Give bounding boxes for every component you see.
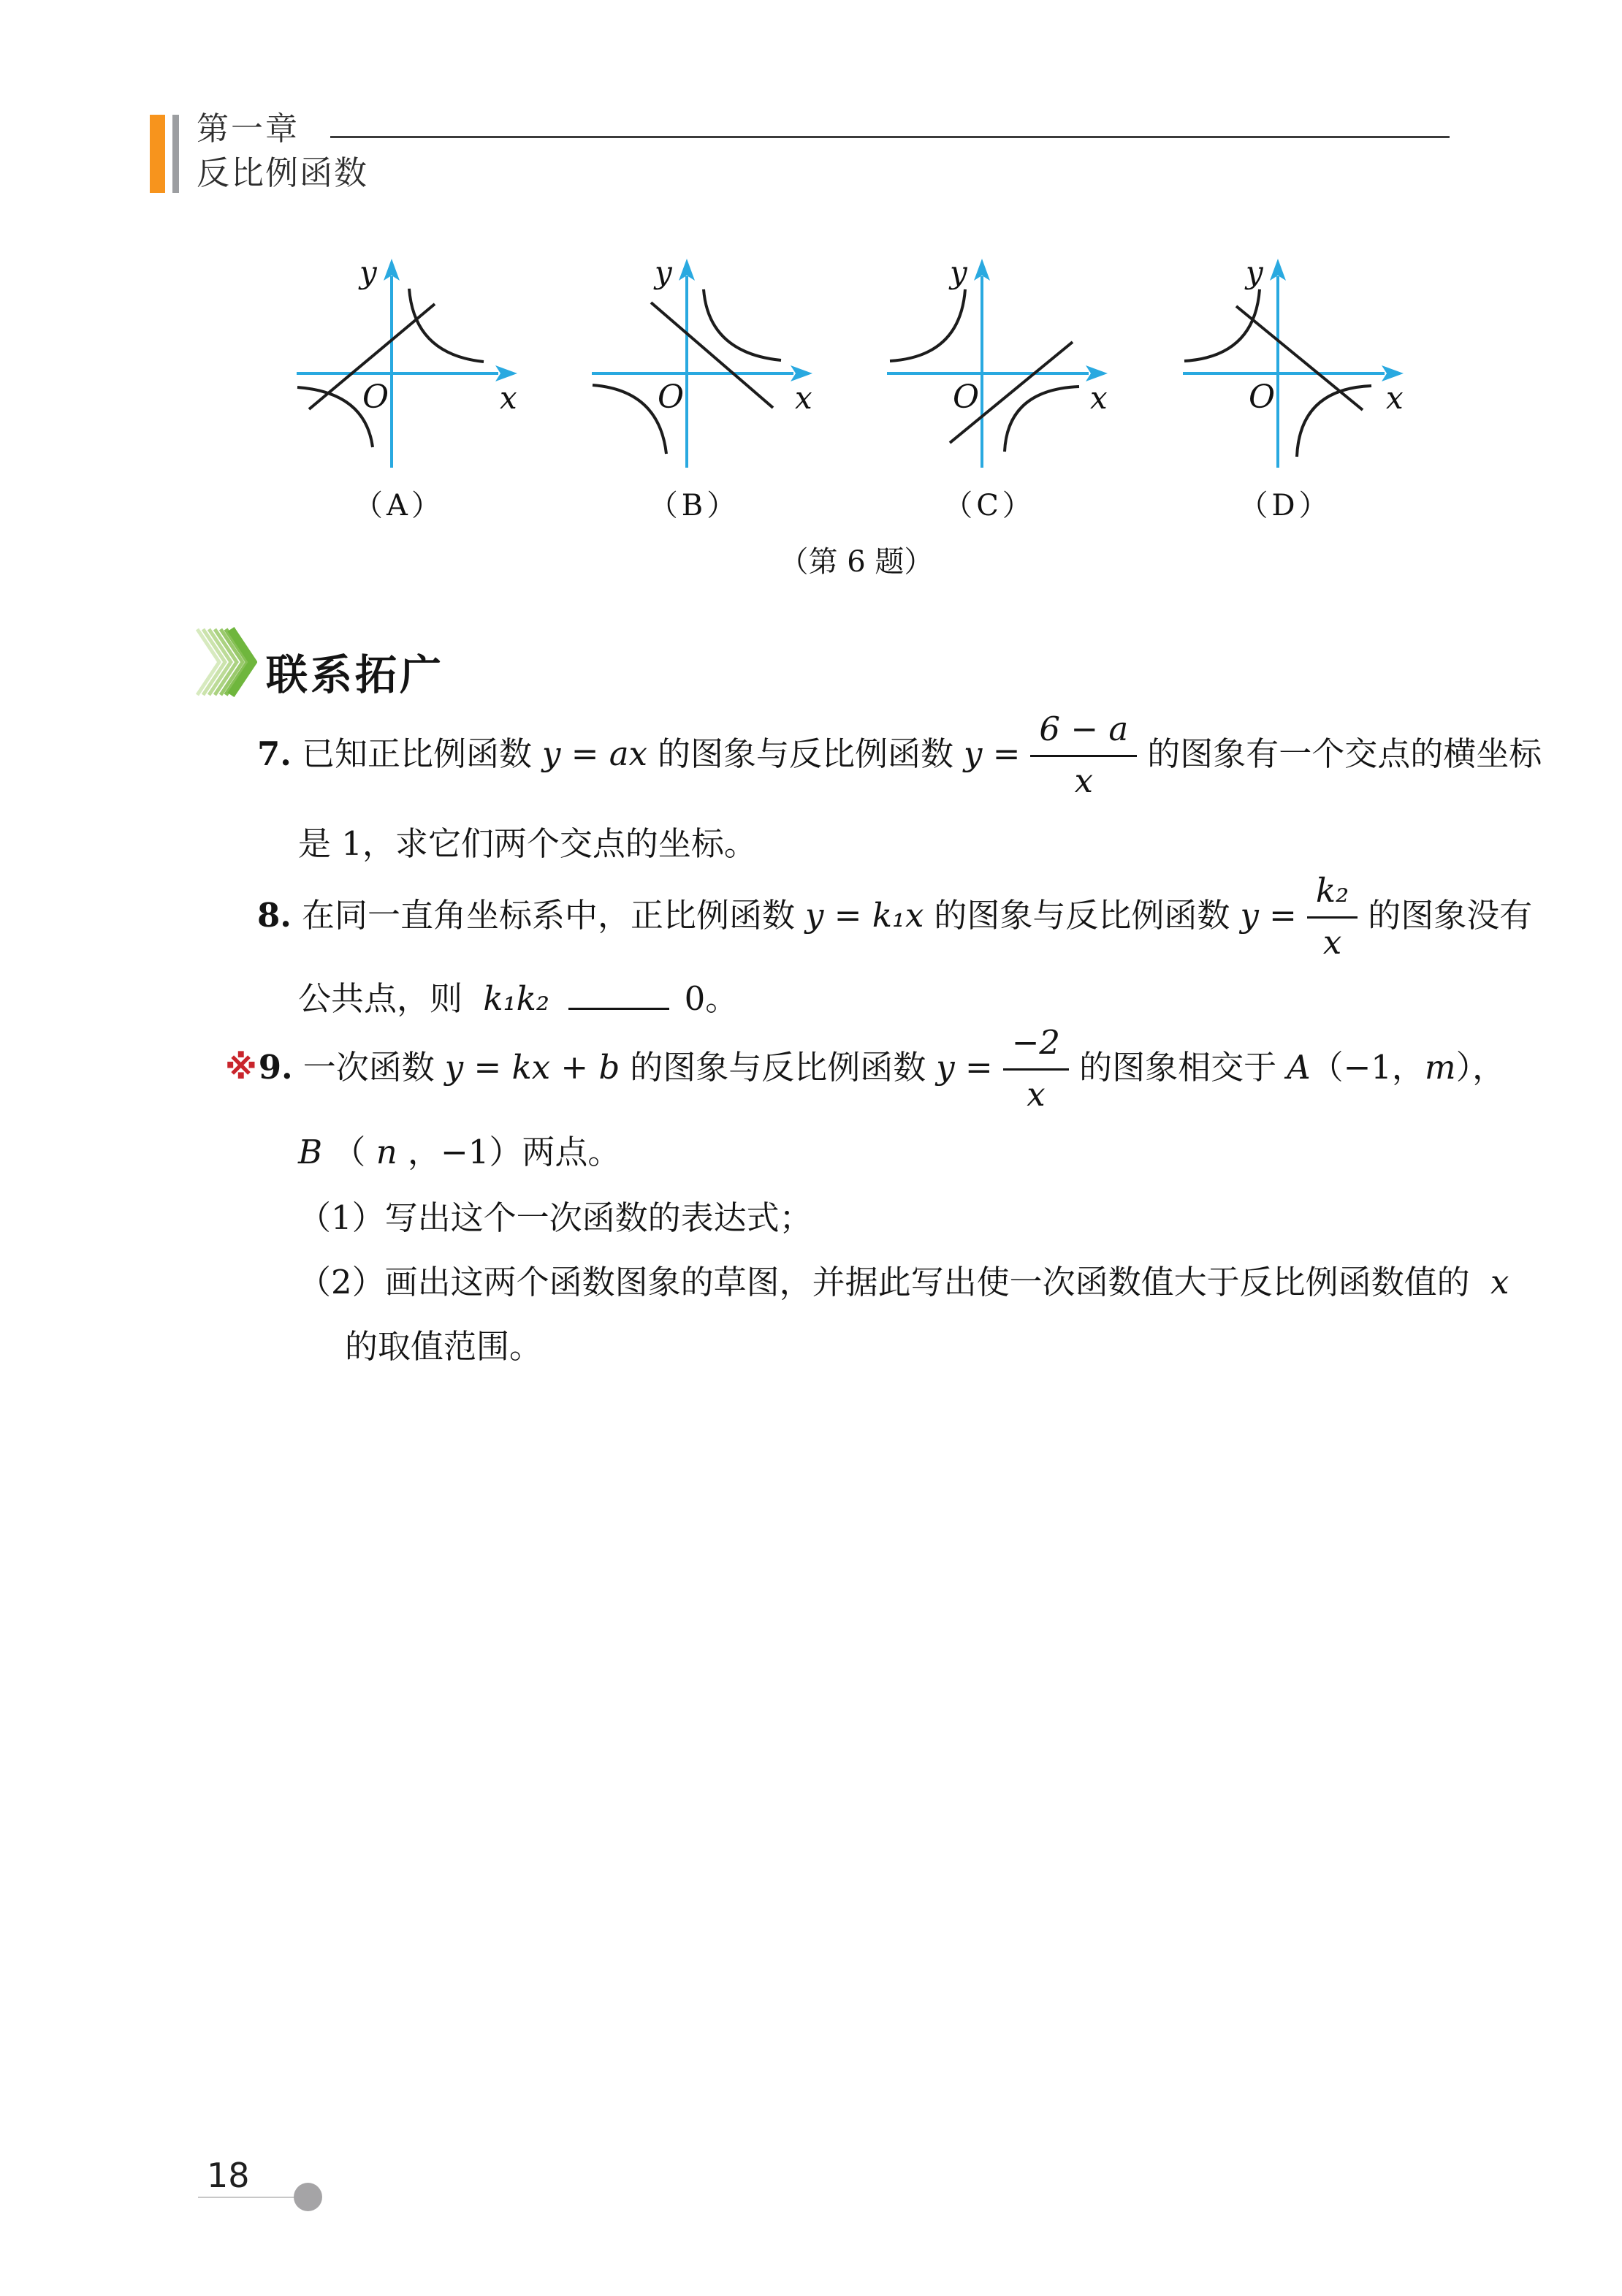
problem-9-subquestion-2 [298,1263,1509,1301]
y-axis-label: y [359,254,377,290]
header-divider-line [330,136,1450,138]
problem-7-text-2: 的图象与反比例函数 [657,734,953,774]
hyperbola-branch-q3 [593,385,666,454]
origin-label: O [953,379,980,416]
problem-9-number: 9. [258,1048,293,1087]
problem-8-number: 8. [257,896,292,935]
problem-9-point-b: B [298,1133,323,1171]
problem-9-text-3: 的图象相交于 [1079,1048,1277,1087]
problem-7-fraction [1030,708,1137,799]
problem-8-line2-math: k₁k₂ [483,979,549,1018]
graph-option-d [1105,241,1405,520]
problem-9-var-m: m [1424,1048,1456,1087]
problem-9-text-4: （−1， [1310,1048,1425,1087]
origin-label: O [1249,379,1276,416]
y-axis-label: y [655,254,672,290]
problem-8-math-2: y = [1240,896,1297,935]
problem-8-text-1: 在同一直角坐标系中，正比例函数 [301,896,795,935]
x-axis-label: x [500,380,517,416]
footer-dot [294,2183,322,2211]
y-axis-label: y [1246,254,1263,290]
problem-7-text-1: 已知正比例函数 [301,734,532,774]
chapter-accent-bar-orange [150,115,165,193]
chapter-accent-bar-gray [172,115,179,193]
problem-8-fraction [1307,870,1358,961]
problem-8-line-1 [257,867,1532,965]
fraction-numerator: −2 [1003,1022,1069,1070]
x-axis-label: x [1386,380,1404,416]
option-label-a: （A） [354,489,444,522]
fraction-denominator: x [1027,1074,1046,1114]
problem-7-math-1: y = ax [542,734,647,774]
fraction-numerator: k₂ [1307,870,1358,918]
hyperbola-branch-q3 [297,387,373,447]
problem-9-line2-paren: （ [332,1133,366,1171]
hyperbola-branch-q1 [704,289,781,360]
fill-in-blank-line [568,1003,669,1010]
problem-9-sub2-text: （2）画出这两个函数图象的草图，并据此写出使一次函数值大于反比例函数值的 [298,1263,1470,1301]
fraction-denominator: x [1074,761,1093,800]
problem-7-text-3: 的图象有一个交点的横坐标 [1147,734,1542,774]
problem-9-text-2: 的图象与反比例函数 [630,1048,926,1087]
y-axis-label: y [950,254,967,290]
problem-9-line2-end: ，−1）两点。 [408,1133,621,1171]
chapter-title: 反比例函数 [197,153,369,192]
hyperbola-branch-q2 [1184,289,1260,361]
problem-9-subquestion-2-cont: 的取值范围。 [345,1327,543,1366]
page-number: 18 [207,2156,250,2195]
problem-9-fraction [1003,1022,1069,1113]
problem-9-subquestion-1: （1）写出这个一次函数的表达式； [298,1198,812,1237]
problem-7-math-2: y = [963,734,1021,774]
origin-label: O [658,379,685,416]
origin-label: O [362,379,389,416]
chapter-label: 第一章 [197,110,300,148]
problem-9-line-2 [298,1133,620,1171]
optional-problem-star-icon: ※ [225,1048,257,1087]
option-label-c: （C） [943,489,1035,522]
problem-9-line-1 [225,1019,1505,1117]
figure-caption: （第 6 题） [779,545,934,579]
x-axis-arrow-icon [1382,365,1404,381]
hyperbola-branch-q2 [890,289,965,361]
problem-8-text-3: 的图象没有 [1368,896,1533,935]
problem-8-math-1: y = k₁x [805,896,924,935]
option-label-b: （B） [648,489,740,522]
problem-9-text-1: 一次函数 [302,1048,435,1087]
problem-8-text-2: 的图象与反比例函数 [934,896,1230,935]
graph-option-a [219,241,519,520]
hyperbola-branch-q1 [409,289,484,362]
problem-9-math-2: y = [936,1048,993,1087]
hyperbola-branch-q4 [1297,386,1371,457]
chevron-triple-icon [196,627,257,697]
graph-option-c [810,241,1109,520]
problem-9-sub2-var-x: x [1490,1263,1509,1301]
problem-8-line2-end: 0。 [684,979,739,1018]
x-axis-arrow-icon [1086,365,1108,381]
problem-9-point-a: A [1287,1048,1311,1087]
x-axis-label: x [795,380,812,416]
problem-7-line-1 [257,705,1542,803]
section-title: 联系拓广 [266,651,444,699]
graph-option-b [514,241,814,520]
option-label-d: （D） [1238,489,1332,522]
problem-8-line-2 [298,979,738,1018]
fraction-denominator: x [1322,922,1342,962]
x-axis-label: x [1090,380,1108,416]
fraction-numerator: 6 − a [1030,708,1137,756]
problem-9-var-n: n [376,1133,397,1171]
problem-7-line-2: 是 1，求它们两个交点的坐标。 [298,824,757,863]
problem-7-number: 7. [257,734,292,774]
hyperbola-branch-q4 [1005,387,1079,452]
problem-8-line2-text: 公共点，则 [298,979,463,1018]
problem-9-text-5: ）， [1455,1048,1506,1087]
footer-rule [198,2197,297,2198]
problem-9-math-1: y = kx + b [444,1048,620,1087]
